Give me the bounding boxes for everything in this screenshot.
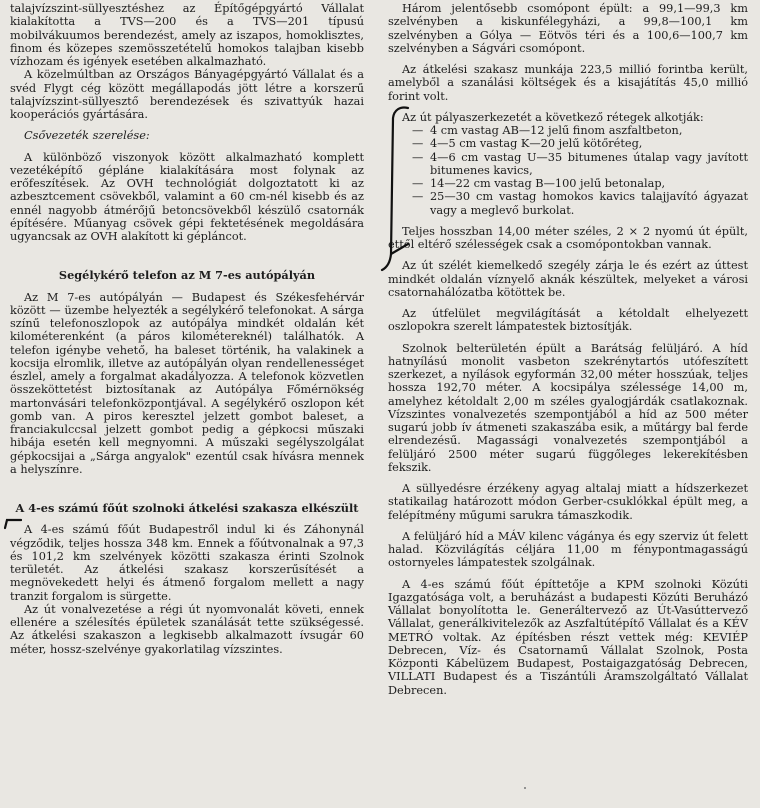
lighting-paragraph: Az útfelület megvilágítását a kétoldalt elhelyezett oszlopokra szerelt lámpatestek biztosítják. [388,307,748,334]
road-section-heading: A 4-es számú főút szolnoki átkelési szakasza elkészült [15,501,359,515]
pipe-subheading: Csővezeték szerelése: [24,129,150,143]
bridge-paragraph: Szolnok belterületén épült a Barátság felüljáró. A híd hatnyílású monolit vasbeton szekrénytartós utófeszített szerkezet, a nyílások egyformán 32,00 méter hosszúak, teljes hossza 192,70 méter. A kocsipálya szélessége 14,00 m, amelyhez kétoldalt 2,00 m széles gyalogjárdák csatlakoznak. Vízszintes vonalvezetés szempontjából a híd az 500 méter sugarú jobb ív átmeneti szakaszába esik, a műtárgy bal ferde elrendezésű. Magassági vonalvezetés szempontjából a felüljáró 2500 méter sugarú függőleges lekerekítésben fekszik. [388,341,748,474]
pipe-paragraph: A különböző viszonyok között alkalmazható komplett vezetéképítő gépláne kialakítására most folynak az erőfeszítések. Az OVH technológiát dolgoztatott ki az azbesztcement csövekből, valamint a 60 cm-nél kisebb és az ennél nagyobb átmérőjű betoncsövekből készülő csatornák építésére. Műanyag csövek gépi fektetésének megoldására ugyancsak az OVH alakított ki gépláncot. [10,150,364,243]
road-paragraph-2: Az út vonalvezetése a régi út nyomvonalát követi, ennek ellenére a szélesítés épületek szanálását tette szükségessé. Az átkelési szakaszon a legkisebb alkalmazott ívsugár 60 méter, hossz-szelvénye gyakorlatilag vízszintes. [10,602,364,656]
layers-intro: Az út pályaszerkezetét a következő rétegek alkotják: [402,110,704,124]
road-paragraph-1: A 4-es számú főút Budapestről indul ki és Záhonynál végződik, teljes hossza 348 km. Ennek a főútvonalnak a 97,3 és 101,2 km szelvények közötti szakasza érinti Szolnok területét. Az átkelési szakasz korszerűsítését a megnövekedett helyi és átmenő forgalom mellett a nagy tranzit forgalom is sürgette. [10,523,364,603]
intro-paragraph-1: talajvízszint-süllyesztéshez az Építőgépgyártó Vállalat kialakította a TVS—200 és a TVS—201 típusú mobilvákuumos berendezést, amely az iszapos, homoklisztes, finom és közepes szemösszetételű homokos talajban kisebb vízhozam és igények esetében alkalmazható. [10,2,364,68]
layer-item: — 25—30 cm vastag homokos kavics talajjavító ágyazat vagy a meglevő burkolat. [412,190,748,217]
layer-item: — 4—5 cm vastag K—20 jelű kötőréteg, [412,137,748,150]
left-column [10,2,364,656]
layers-list [388,124,748,217]
rail-paragraph: A felüljáró híd a MÁV kilenc vágánya és egy szerviz út felett halad. Közvilágítás céljára 11,00 m fénypontmagasságú ostornyeles lámpatestek szolgálnak. [388,529,748,570]
nodes-paragraph: Három jelentősebb csomópont épült: a 99,1—99,3 km szelvényben a kiskunfélegyházi, a 99,8—100,1 km szelvényben a Gólya — Eötvös téri és a 100,6—100,7 km szelvényben a Ságvári csomópont. [388,2,748,55]
layer-item: — 14—22 cm vastag B—100 jelű betonalap, [412,177,748,190]
contractors-paragraph: A 4-es számú főút építtetője a KPM szolnoki Közúti Igazgatósága volt, a beruházást a budapesti Közúti Beruházó Vállalat bonyolította le. Generáltervező az Út-Vasúttervező Vállalat, generálkivitelezők az Aszfaltútépítő Vállalat és a KÉV METRÓ voltak. Az építésben részt vettek még: KEVIÉP Debrecen, Víz- és Csatornamű Vállalat Szolnok, Posta Központi Kábelüzem Budapest, Postaigazgatóság Debrecen, VILLATI Budapest és a Tiszántúli Áramszolgáltató Vállalat Debrecen. [388,577,748,697]
cost-paragraph: Az átkelési szakasz munkája 223,5 millió forintba került, amelyből a szanálási költségek és a kisajátítás 45,0 millió forint volt. [388,63,748,103]
foundation-paragraph: A süllyedésre érzékeny agyag altalaj miatt a hídszerkezet statikailag határozott módon Gerber-csuklókkal épült meg, a felépítmény műgumi sarukra támaszkodik. [388,482,748,522]
phone-paragraph: Az M 7-es autópályán — Budapest és Székesfehérvár között — üzembe helyezték a segélykérő telefonokat. A sárga színű telefonoszlopok az autópálya mindkét oldalán két kilométerenként (a páros kilométereknél) találhatók. A telefon igénybe vehető, ha baleset történik, ha valakinek a kocsija elromlik, illetve az autópályán olyan rendellenességet észlel, amely a forgalmat akadályozza. A telefonok közvetlen összeköttetést biztosítanak az Autópálya Főmérnökség martonvásári telefonközpontjával. A segélykérő oszlopon két gomb van. A piros keresztel jelzett gombot baleset, a franciakulccsal jelzett gombot pedig a gépkocsi műszaki hibája esetén kell megnyomni. A műszaki segélyszolgálat gépkocsijai a „Sárga angyalok" ezentúl csak hívásra mennek a helyszínre. [10,290,364,476]
layer-item: — 4 cm vastag AB—12 jelű finom aszfaltbeton, [412,124,748,137]
right-column [388,2,748,697]
layer-item: — 4—6 cm vastag U—35 bitumenes útalap vagy javított bitumenes kavics, [412,151,748,178]
intro-paragraph-2: A közelmúltban az Országos Bányagépgyártó Vállalat és a svéd Flygt cég között megállapodás jött létre a korszerű talajvízszint-süllyesztő berendezések és szivattyúk hazai kooperációs gyártására. [10,68,364,121]
phone-section-heading: Segélykérő telefon az M 7-es autópályán [58,268,316,283]
speck [524,787,526,789]
curb-paragraph: Az út szélét kiemelkedő szegély zárja le és ezért az úttest mindkét oldalán víznyelő aknák készültek, melyeket a városi csatornahálózatba kötöttek be. [388,259,748,299]
width-paragraph: Teljes hosszban 14,00 méter széles, 2 × 2 nyomú út épült, ettől eltérő szélességek csak a csomópontokban vannak. [388,224,748,251]
